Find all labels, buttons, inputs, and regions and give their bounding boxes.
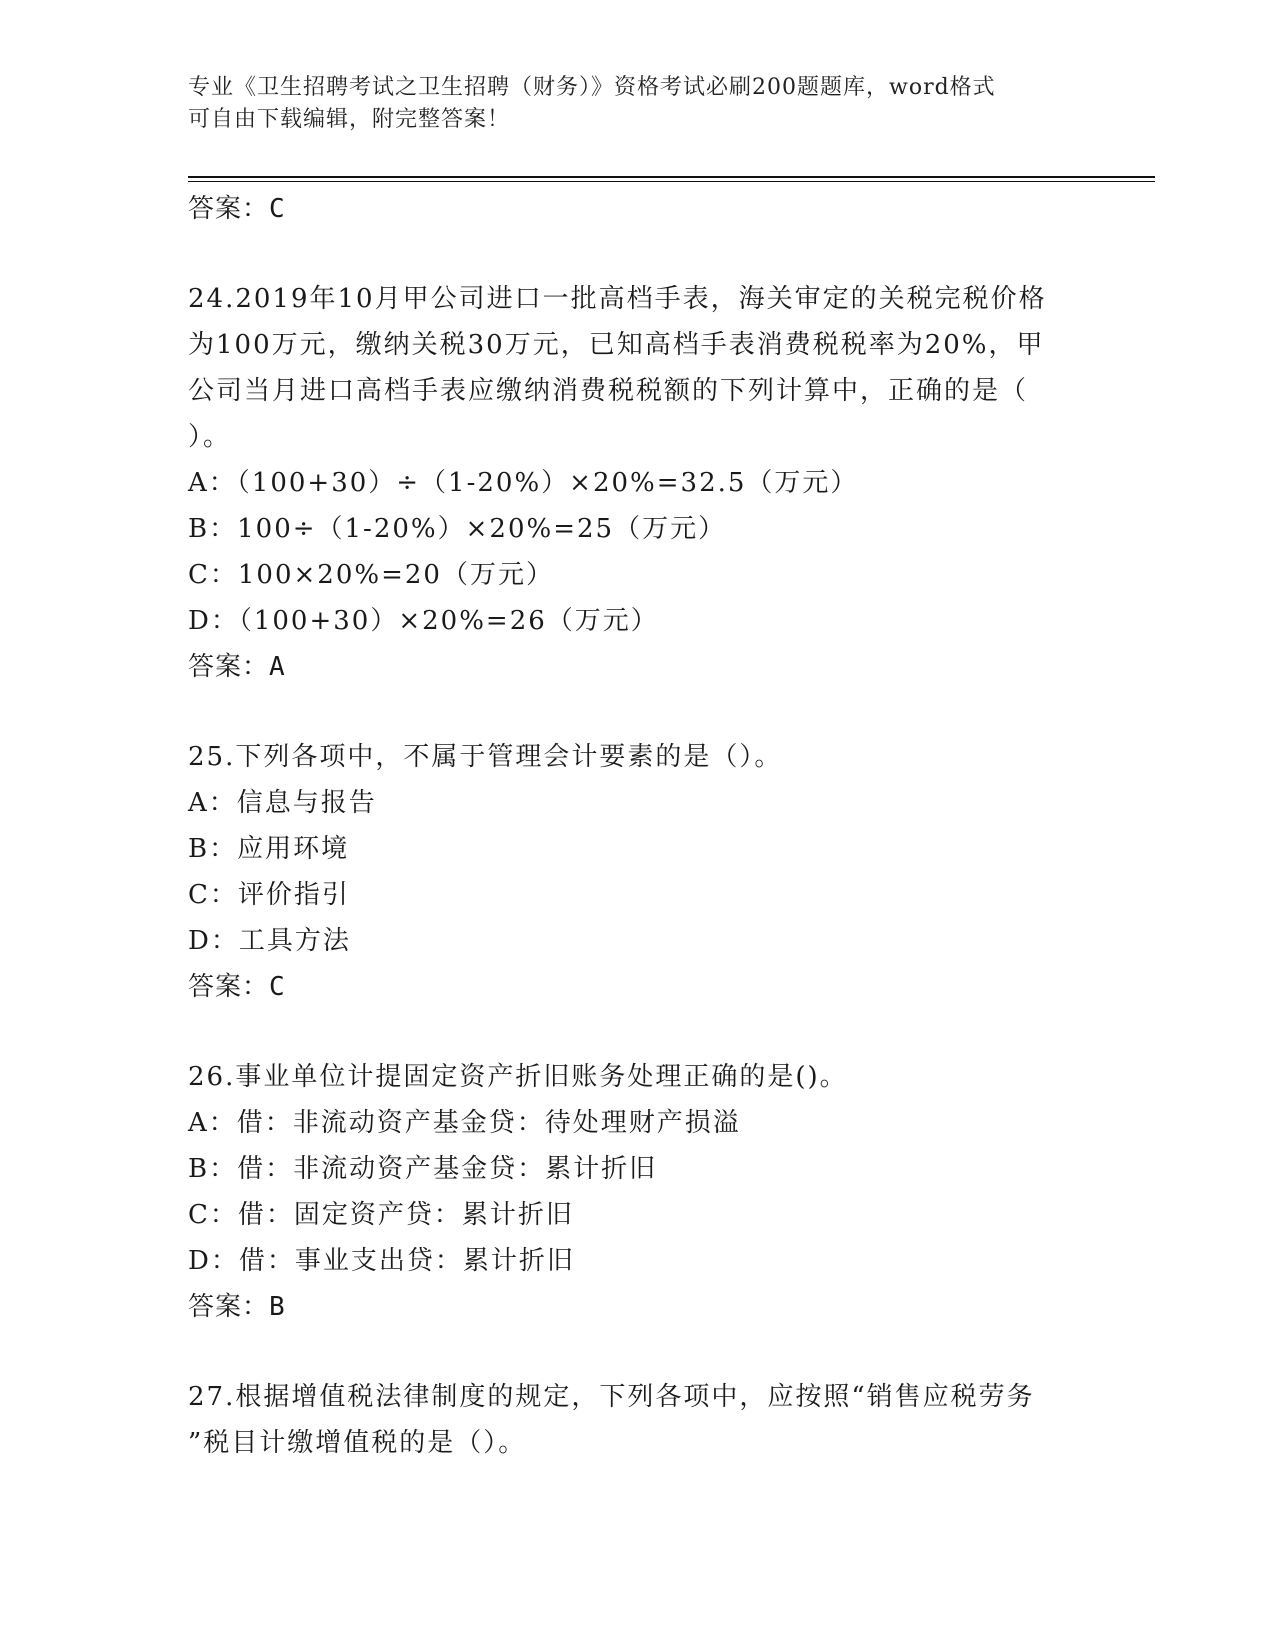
question-text-line: ）。 bbox=[188, 422, 232, 452]
option-a: A：信息与报告 bbox=[188, 788, 377, 818]
previous-answer: 答案：C bbox=[188, 194, 286, 224]
option-c: C：借：固定资产贷：累计折旧 bbox=[188, 1200, 574, 1230]
question-26 bbox=[188, 1054, 1088, 1330]
answer: 答案：C bbox=[188, 972, 286, 1002]
question-25 bbox=[188, 734, 1088, 1010]
option-b: B：100÷（1-20%）×20%=25（万元） bbox=[188, 514, 727, 544]
question-24 bbox=[188, 276, 1088, 690]
option-b: B：应用环境 bbox=[188, 834, 350, 864]
header-divider-thick bbox=[188, 176, 1155, 178]
option-a: A：（100+30）÷（1-20%）×20%=32.5（万元） bbox=[188, 468, 859, 498]
spacer bbox=[188, 1010, 1088, 1054]
document-header bbox=[188, 72, 1088, 136]
option-c: C：评价指引 bbox=[188, 880, 350, 910]
option-d: D：借：事业支出贷：累计折旧 bbox=[188, 1246, 575, 1276]
header-line-1: 专业《卫生招聘考试之卫生招聘（财务）》资格考试必刷200题题库，word格式 bbox=[188, 75, 996, 100]
header-line-2: 可自由下载编辑，附完整答案！ bbox=[188, 107, 511, 132]
question-text-line: 27.根据增值税法律制度的规定，下列各项中，应按照“销售应税劳务 bbox=[188, 1382, 1035, 1412]
question-text-line: 26.事业单位计提固定资产折旧账务处理正确的是()。 bbox=[188, 1062, 848, 1092]
document-body bbox=[188, 186, 1088, 1466]
option-d: D：（100+30）×20%=26（万元） bbox=[188, 606, 659, 636]
option-b: B：借：非流动资产基金贷：累计折旧 bbox=[188, 1154, 658, 1184]
question-text-line: 25.下列各项中，不属于管理会计要素的是（）。 bbox=[188, 742, 783, 772]
option-a: A：借：非流动资产基金贷：待处理财产损溢 bbox=[188, 1108, 741, 1138]
option-c: C：100×20%=20（万元） bbox=[188, 560, 554, 590]
question-text-line: 为100万元，缴纳关税30万元，已知高档手表消费税税率为20%，甲 bbox=[188, 330, 1045, 360]
header-divider-thin bbox=[188, 181, 1155, 182]
question-text-line: ”税目计缴增值税的是（）。 bbox=[188, 1428, 527, 1458]
spacer bbox=[188, 1330, 1088, 1374]
spacer bbox=[188, 232, 1088, 276]
answer: 答案：B bbox=[188, 1292, 286, 1322]
question-27 bbox=[188, 1374, 1088, 1466]
question-text-line: 24.2019年10月甲公司进口一批高档手表，海关审定的关税完税价格 bbox=[188, 284, 1047, 314]
question-text-line: 公司当月进口高档手表应缴纳消费税税额的下列计算中，正确的是（ bbox=[188, 376, 1029, 406]
spacer bbox=[188, 690, 1088, 734]
answer: 答案：A bbox=[188, 652, 286, 682]
option-d: D：工具方法 bbox=[188, 926, 351, 956]
